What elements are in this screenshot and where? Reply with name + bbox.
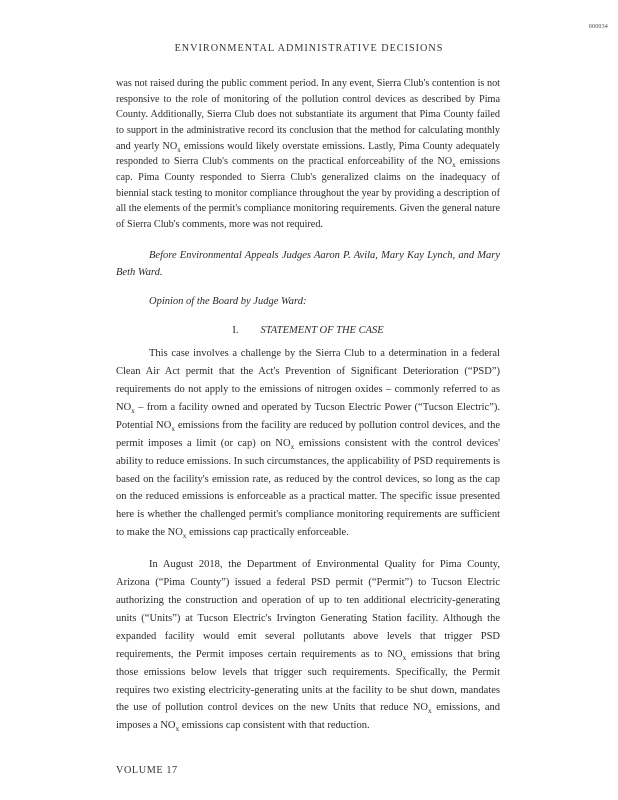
section-heading xyxy=(116,322,500,340)
subscript: x xyxy=(452,161,456,170)
subscript: x xyxy=(171,423,176,433)
subscript: x xyxy=(177,145,181,154)
paragraph-text: In August 2018, the Department of Environmental Quality for Pima County, Arizona (“Pima County”) issued a federal PSD permit (“Permit”) to Tucson Electric authorizing the construction and operation of up to ten additional electricity-generating units (“Units”) at Tucson Electric's Irvington Generating Station facility. Although the expanded facility would emit several pollutants above levels that trigger PSD requirements, the Permit imposes certain requirements as to NO xyxy=(116,559,500,660)
subscript: x xyxy=(427,706,432,716)
paragraph-text: emissions that bring those emissions below levels that trigger such requirements. Specifically, the Permit requires two existing electricity-generating units at the facility to be shut down, mandates the use of pollution control devices on the new Units that reduce NO xyxy=(116,648,500,714)
paragraph-text: This case involves a challenge by the Sierra Club to a determination in a federal Clean Air Act permit that the Act's Prevention of Significant Deterioration (“PSD”) requirements do not apply to the emissions of nitrogen oxides – commonly referred to as NO xyxy=(116,348,500,413)
continuation-paragraph xyxy=(116,76,500,233)
paragraph-2 xyxy=(116,556,500,735)
subscript: x xyxy=(182,531,187,541)
judges-line xyxy=(116,247,500,283)
paragraph-text: emissions cap consistent with that reduction. xyxy=(179,720,370,732)
subscript: x xyxy=(402,652,407,662)
continuation-text: emissions cap. Pima County responded to Sierra Club's generalized claims on the inadequacy of biennial stack testing to monitor compliance throughout the year by providing a description of all the elements of the permit's compliance monitoring requirements. Given the general nature of Sierra Club's comments, more was not required. xyxy=(116,156,500,230)
section-title: STATEMENT OF THE CASE xyxy=(260,325,384,337)
paragraph-1 xyxy=(116,345,500,542)
continuation-text: emissions would likely overstate emissions. Lastly, Pima County adequately responded to Sierra Club's comments on the practical enforceability of the NO xyxy=(116,140,500,168)
opinion-line xyxy=(116,293,500,311)
paragraph-text: emissions consistent with the control devices' ability to reduce emissions. In such circumstances, the applicability of PSD requirements is based on the facility's emission rate, as reduced by the control devices, so long as the cap on the reduced emissions is enforceable as a practical matter. The specific issue presented here is whether the challenged permit's compliance monitoring requirements are sufficient to make the NO xyxy=(116,437,500,539)
section-number: I. xyxy=(232,325,239,337)
running-head: ENVIRONMENTAL ADMINISTRATIVE DECISIONS xyxy=(174,43,444,54)
judges-text: Before Environmental Appeals Judges Aaron P. Avila, Mary Kay Lynch, and Mary Beth Ward. xyxy=(116,249,500,279)
opinion-text: Opinion of the Board by Judge Ward: xyxy=(149,296,307,308)
volume-footer: VOLUME 17 xyxy=(116,765,178,776)
page-number: 000034 xyxy=(588,24,608,30)
paragraph-text: – from a facility owned and operated by Tucson Electric Power (“Tucson Electric”). Potential NO xyxy=(116,401,500,431)
subscript: x xyxy=(290,441,295,451)
paragraph-text: emissions cap practically enforceable. xyxy=(186,527,349,539)
paragraph-text: emissions from the facility are reduced by pollution control devices, and the permit imposes a limit (or cap) on NO xyxy=(116,419,500,449)
subscript: x xyxy=(131,406,135,415)
document-body xyxy=(116,76,500,735)
paragraph-text: emissions, and imposes a NO xyxy=(116,702,500,732)
continuation-text: was not raised during the public comment period. In any event, Sierra Club's contention is not responsive to the role of monitoring of the pollution control devices as described by Pima County. Additionally, Sierra Club does not substantiate its argument that Pima County failed to support in the administrative record its conclusion that the method for calculating monthly and yearly NO xyxy=(116,78,500,152)
subscript: x xyxy=(175,724,180,734)
